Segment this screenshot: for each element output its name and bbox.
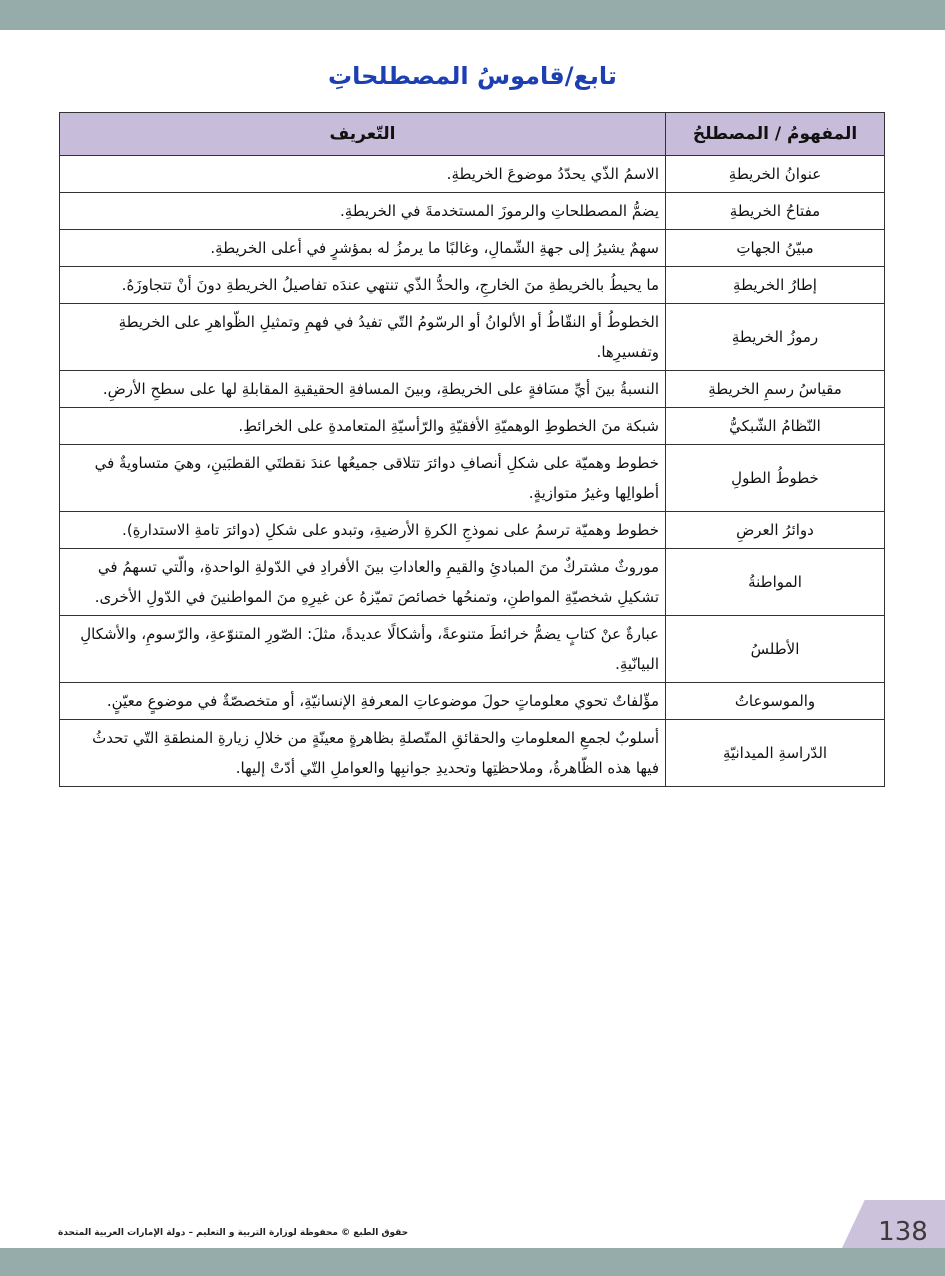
table-row	[60, 512, 885, 549]
definition-cell: ما يحيطُ بالخريطةِ منَ الخارجِ، والحدُّ الذّي تنتهي عندَه تفاصيلُ الخريطةِ دونَ أنْ تتجاوزَهُ.	[60, 267, 666, 304]
definition-cell: موروثٌ مشتركٌ منَ المبادئِ والقيمِ والعاداتِ بينَ الأفرادِ في الدّولةِ الواحدةِ، والّتي تسهمُ في تشكيلِ شخصيّةِ المواطنِ، وتمنحُها خصائصَ تميّزهُ عن غيرِهِ منَ المواطنينَ في الدّولِ الأخرى.	[60, 549, 666, 616]
table-row	[60, 156, 885, 193]
table-row	[60, 683, 885, 720]
definition-cell: مؤّلفاتٌ تحوي معلوماتٍ حولَ موضوعاتِ المعرفةِ الإنسانيّةِ، أو متخصصّةٌ في موضوعٍ معيّنٍ.	[60, 683, 666, 720]
definition-cell: الاسمُ الذّي يحدّدُ موضوعَ الخريطةِ.	[60, 156, 666, 193]
top-decorative-bar	[0, 0, 945, 30]
header-term: المفهومُ / المصطلحُ	[666, 113, 885, 156]
header-definition: التّعريف	[60, 113, 666, 156]
term-cell: إطارُ الخريطةِ	[666, 267, 885, 304]
copyright-notice: حقوق الطبع © محفوظة لوزارة التربية و التعليم – دولة الإمارات العربية المتحدة	[58, 1228, 409, 1238]
term-cell: رموزُ الخريطةِ	[666, 304, 885, 371]
table-header-row	[60, 113, 885, 156]
term-cell: الدّراسةِ الميدانيّةِ	[666, 720, 885, 787]
term-cell: والموسوعاتُ	[666, 683, 885, 720]
term-cell: المواطنةُ	[666, 549, 885, 616]
definition-cell: خطوط وهميّة على شكلِ أنصافِ دوائرَ تتلاقى جميعُها عندَ نقطتَي القطبَينِ، وهيَ متساويةٌ في أطوالِها وغيرُ متوازيةٍ.	[60, 445, 666, 512]
definition-cell: يضمُّ المصطلحاتِ والرموزَ المستخدمةَ في الخريطةِ.	[60, 193, 666, 230]
definition-cell: أسلوبٌ لجمعِ المعلوماتِ والحقائقِ المتّصلةِ بظاهرةٍ معينّةٍ من خلالِ زيارةِ المنطقةِ التّي تحدثُ فيها هذه الظّاهرةُ، وملاحظتِها وتحديدِ جوانبِها والعواملِ التّي أدّتْ إليها.	[60, 720, 666, 787]
page-number: 138	[878, 1217, 928, 1247]
table-row	[60, 445, 885, 512]
definition-cell: النسبةُ بينَ أيِّ مسَافةٍ على الخريطةِ، وبينَ المسافةِ الحقيقيةِ المقابلةِ لها على سطحِ الأرضِ.	[60, 371, 666, 408]
page-title: تابع/قاموسُ المصطلحاتِ	[328, 62, 617, 90]
term-cell: مبيّنُ الجهاتِ	[666, 230, 885, 267]
table-row	[60, 304, 885, 371]
definition-cell: سهمٌ يشيرُ إلى جهةِ الشّمالِ، وغالبًا ما يرمزُ له بمؤشرٍ في أعلى الخريطةِ.	[60, 230, 666, 267]
table-row	[60, 230, 885, 267]
term-cell: مفتاحُ الخريطةِ	[666, 193, 885, 230]
table-row	[60, 549, 885, 616]
term-cell: النّظامُ الشّبكيُّ	[666, 408, 885, 445]
term-cell: مقياسُ رسمِ الخريطةِ	[666, 371, 885, 408]
table-row	[60, 193, 885, 230]
bottom-decorative-bar	[0, 1248, 945, 1276]
term-cell: دوائرُ العرضِ	[666, 512, 885, 549]
table-row	[60, 720, 885, 787]
table-body	[60, 156, 885, 787]
definition-cell: خطوط وهميّة ترسمُ على نموذجِ الكرةِ الأرضيةِ، وتبدو على شكلِ (دوائرَ تامةِ الاستدارةِ).	[60, 512, 666, 549]
definition-cell: عبارةٌ عنْ كتابٍ يضمُّ خرائطَ متنوعةً، وأشكالًا عديدةً، مثلَ: الصّورِ المتنوّعةِ، والرّسومِ، والأشكالِ البيانّيةِ.	[60, 616, 666, 683]
term-cell: الأطلسُ	[666, 616, 885, 683]
term-cell: عنوانُ الخريطةِ	[666, 156, 885, 193]
term-cell: خطوطُ الطولِ	[666, 445, 885, 512]
definition-cell: الخطوطُ أو النقّاطُ أو الألوانُ أو الرسّومُ التّي تفيدُ في فهمِ وتمثيلِ الظّواهرِ على الخريطةِ وتفسيرِها.	[60, 304, 666, 371]
table-row	[60, 408, 885, 445]
glossary-table	[59, 112, 885, 787]
table-row	[60, 267, 885, 304]
table-row	[60, 371, 885, 408]
definition-cell: شبكة منَ الخطوطِ الوهميّةِ الأفقيّةِ والرّأسيّةِ المتعامدةِ على الخرائطِ.	[60, 408, 666, 445]
table-row	[60, 616, 885, 683]
